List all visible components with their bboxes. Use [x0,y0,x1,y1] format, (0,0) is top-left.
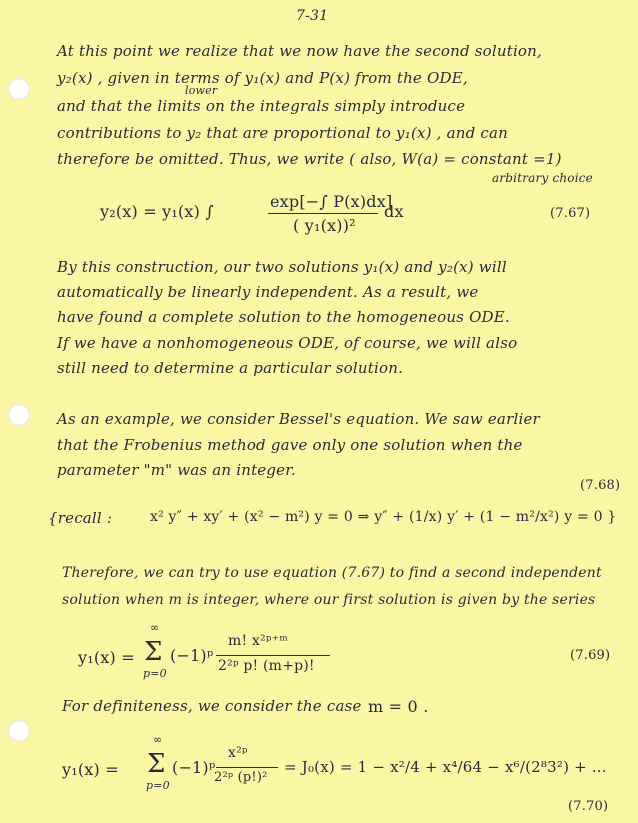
p4-line2: solution when m is integer, where our first solution is given by the series [62,592,596,608]
eq-7-69-label: (7.69) [570,648,611,663]
page-number: 7-31 [296,8,329,24]
p1-line2: y₂(x) , given in terms of y₁(x) and P(x) from the ODE, [57,69,468,87]
p2-line4: If we have a nonhomogeneous ODE, of course, we will also [57,334,518,352]
p3-line2: that the Frobenius method gave only one solution when the [57,436,523,454]
binder-hole-bottom [8,720,30,742]
eq-7-69-factor: (−1)ᵖ [170,646,214,665]
eq-7-69-sigma: Σ [144,637,163,667]
eq-7-70-sum-bottom: p=0 [146,779,170,792]
p1-line1: At this point we realize that we now have the second solution, [57,42,542,60]
eq-7-69-sum-bottom: p=0 [143,667,167,680]
eq-7-70-factor: (−1)ᵖ [172,758,216,777]
binder-hole-top [8,78,30,100]
eq-7-68-body: x² y″ + xy′ + (x² − m²) y = 0 ⇒ y″ + (1/x) y′ + (1 − m²/x²) y = 0 } [150,509,617,525]
p2-line5: still need to determine a particular solution. [57,359,404,377]
eq-7-70-denominator: 2²ᵖ (p!)² [214,770,268,785]
p5-case: m = 0 . [368,697,429,716]
eq-7-70-sum-top: ∞ [153,733,163,746]
p4-line1: Therefore, we can try to use equation (7.67) to find a second independent [62,565,602,581]
eq-7-70-label: (7.70) [568,799,609,814]
p2-line2: automatically be linearly independent. As a result, we [57,283,479,301]
p3-line3: parameter "m" was an integer. [57,461,296,479]
eq-7-67-denominator: ( y₁(x))² [293,216,356,235]
p1-line5: therefore be omitted. Thus, we write ( also, W(a) = constant =1) [57,150,562,168]
eq-7-68-label: (7.68) [580,478,621,493]
eq-7-69-sum-top: ∞ [150,621,160,634]
eq-7-67-lhs: y₂(x) = y₁(x) ∫ [100,202,214,221]
eq-7-68-recall: {recall : [48,509,113,527]
p1-line4: contributions to y₂ that are proportional to y₁(x) , and can [57,124,508,142]
p3-line1: As an example, we consider Bessel's equation. We saw earlier [57,410,540,428]
eq-7-69-lhs: y₁(x) = [78,648,135,667]
eq-7-70-lhs: y₁(x) = [62,760,119,779]
eq-7-70-fraction-bar [216,767,278,768]
eq-7-67-numerator: exp[−∫ P(x)dx] [270,192,393,211]
p1-line3-superscript: lower [185,84,218,97]
eq-7-70-numerator: x²ᵖ [228,745,248,761]
eq-7-69-denominator: 2²ᵖ p! (m+p)! [218,658,315,674]
p1-line3: and that the limits on the integrals simply introduce [57,97,466,115]
eq-7-67-fraction-bar [268,213,378,214]
p2-line1: By this construction, our two solutions y₁(x) and y₂(x) will [57,258,507,276]
p5-line1: For definiteness, we consider the case [62,697,362,715]
p2-line3: have found a complete solution to the homogeneous ODE. [57,308,510,326]
eq-7-70-sigma: Σ [147,749,166,779]
eq-7-67-dx: dx [384,202,404,221]
eq-7-69-fraction-bar [216,655,330,656]
eq-7-70-rhs: = J₀(x) = 1 − x²/4 + x⁴/64 − x⁶/(2⁸3²) + ... [284,758,607,776]
eq-7-69-numerator: m! x²ᵖ⁺ᵐ [228,633,289,649]
arbitrary-choice-note: arbitrary choice [492,171,593,185]
eq-7-67-label: (7.67) [550,206,591,221]
binder-hole-middle [8,404,30,426]
